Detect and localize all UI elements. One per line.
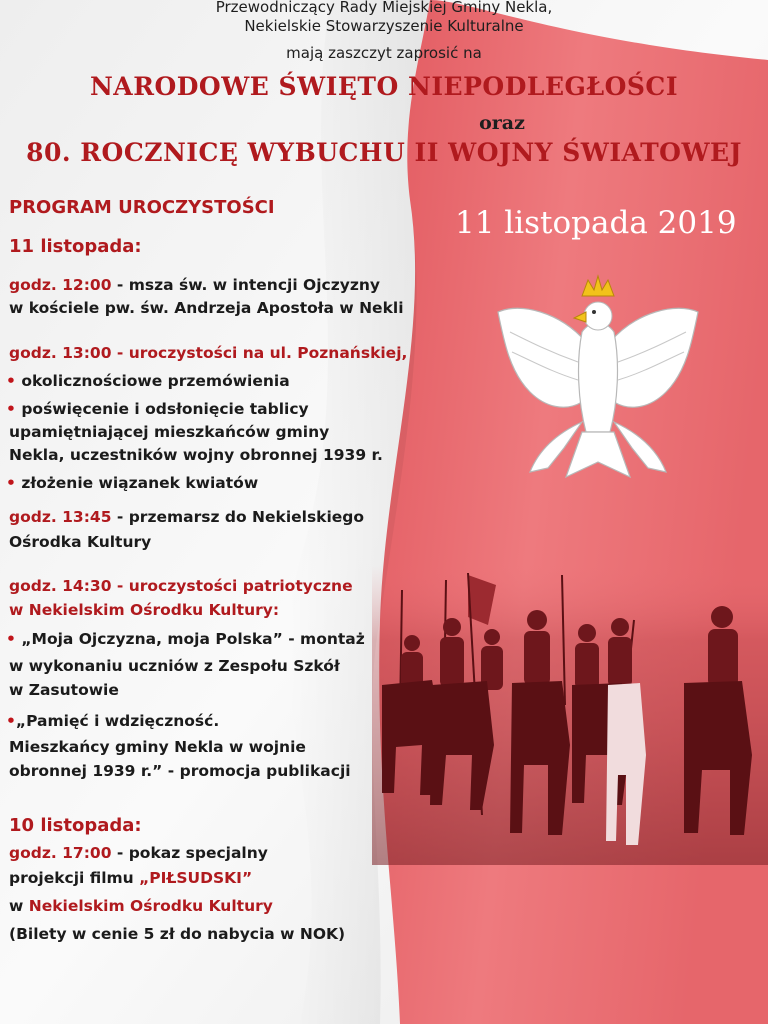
bullet-text-cont: upamiętniającej mieszkańców gminy [9, 423, 330, 441]
bullet-text-cont: Mieszkańcy gminy Nekla w wojnie [9, 738, 306, 756]
bullet-text-cont: Nekla, uczestników wojny obronnej 1939 r. [9, 446, 383, 464]
bullet-text-cont: w wykonaniu uczniów z Zespołu Szkół [9, 657, 340, 675]
bullet-item [6, 712, 219, 730]
bullet-text: „Pamięć i wdzięczność. [15, 712, 220, 730]
event-text: - uroczystości na ul. Poznańskiej, [111, 344, 408, 362]
film-title: „PIŁSUDSKI” [139, 869, 253, 887]
event-time: godz. 13:00 [9, 344, 112, 362]
event-text: - pokaz specjalny [111, 844, 268, 862]
event-13-45 [9, 508, 364, 526]
event-text: projekcji filmu [9, 869, 140, 887]
title-line-2: 80. ROCZNICĘ WYBUCHU II WOJNY ŚWIATOWEJ [26, 138, 742, 167]
bullet-icon: • [6, 630, 16, 648]
bullet-item [6, 372, 290, 390]
bullet-icon: • [6, 474, 16, 492]
event-17-00-line3 [9, 897, 273, 915]
event-time: godz. 17:00 [9, 844, 112, 862]
day-heading-11: 11 listopada: [9, 236, 142, 257]
bullet-text-cont: w Zasutowie [9, 681, 119, 699]
bullet-text-cont: obronnej 1939 r.” - promocja publikacji [9, 762, 351, 780]
bullet-item [6, 400, 309, 418]
header-line-2: Nekielskie Stowarzyszenie Kulturalne [244, 17, 524, 35]
venue: Nekielskim Ośrodku Kultury [28, 897, 273, 915]
event-13-00 [9, 344, 407, 362]
event-17-00 [9, 844, 268, 862]
title-oraz: oraz [479, 112, 525, 134]
bullet-item [6, 474, 258, 492]
bullet-text: poświęcenie i odsłonięcie tablicy [21, 400, 309, 418]
bullet-text: „Moja Ojczyzna, moja Polska” - montaż [21, 630, 365, 648]
bullet-icon: • [6, 372, 16, 390]
date-big: 11 listopada 2019 [455, 205, 737, 241]
event-14-30-line2: w Nekielskim Ośrodku Kultury: [9, 601, 280, 619]
event-14-30 [9, 577, 353, 595]
bullet-item [6, 630, 365, 648]
event-time: godz. 14:30 [9, 577, 112, 595]
title-line-1: NARODOWE ŚWIĘTO NIEPODLEGŁOŚCI [89, 72, 679, 101]
event-17-00-line2 [9, 869, 252, 887]
event-text: w [9, 897, 29, 915]
event-time: godz. 12:00 [9, 276, 112, 294]
bullet-text: złożenie wiązanek kwiatów [21, 474, 259, 492]
header-line-3: mają zaszczyt zaprosić na [286, 44, 482, 62]
event-12-00 [9, 276, 380, 294]
event-time: godz. 13:45 [9, 508, 112, 526]
event-text: - msza św. w intencji Ojczyzny [111, 276, 380, 294]
event-12-00-line2: w kościele pw. św. Andrzeja Apostoła w Nekli [9, 299, 404, 317]
event-13-45-line2: Ośrodka Kultury [9, 533, 152, 551]
header-line-1: Przewodniczący Rady Miejskiej Gminy Nekla, [215, 0, 553, 16]
event-text: - przemarsz do Nekielskiego [111, 508, 365, 526]
tickets-info: (Bilety w cenie 5 zł do nabycia w NOK) [9, 925, 346, 943]
program-heading: PROGRAM UROCZYSTOŚCI [9, 197, 275, 218]
bullet-icon: • [6, 400, 16, 418]
bullet-icon: • [6, 712, 16, 730]
day-heading-10: 10 listopada: [9, 815, 142, 836]
event-text: - uroczystości patriotyczne [111, 577, 353, 595]
bullet-text: okolicznościowe przemówienia [21, 372, 290, 390]
